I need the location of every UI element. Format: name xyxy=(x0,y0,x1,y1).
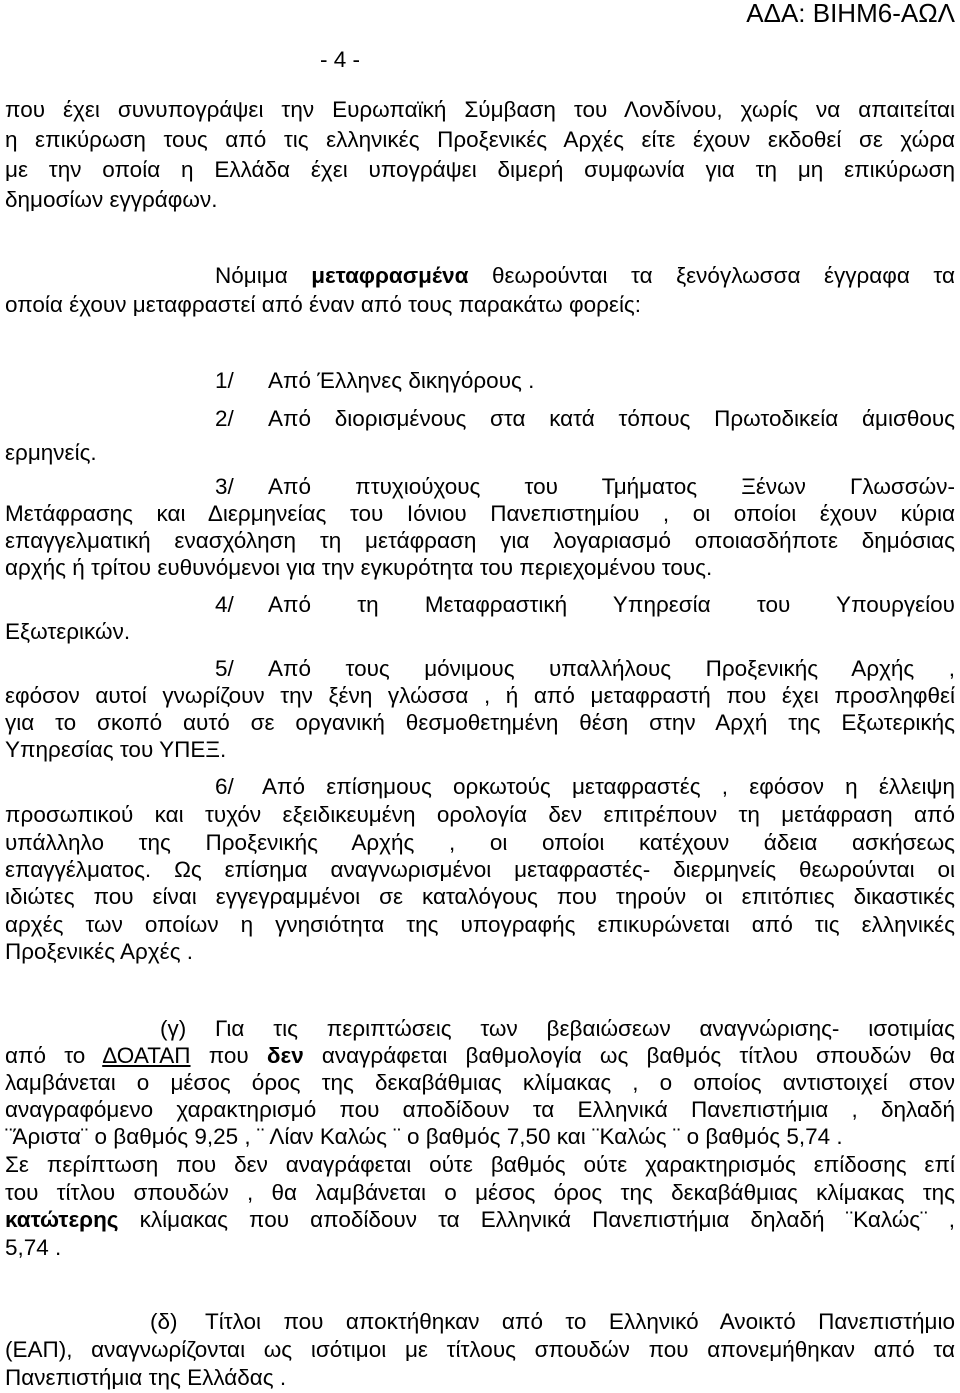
list-line: Από επίσημους ορκωτούς μεταφραστές , εφόσον η έλλειψη xyxy=(262,774,955,799)
underlined-term: ΔΟΑΤΑΠ xyxy=(102,1043,191,1068)
section-line: αναγραφόμενο χαρακτηρισμό που αποδίδουν τα Ελληνικά Πανεπιστήμια , δηλαδή xyxy=(5,1097,955,1122)
list-line: επαγγελματική ενασχόληση τη μετάφραση για λογαριασμό οποιασδήποτε δημόσιας xyxy=(5,528,955,553)
list-line: Από τη Μεταφραστική Υπηρεσία του Υπουργείου xyxy=(268,592,955,617)
list-line: Από Έλληνες δικηγόρους . xyxy=(268,368,535,393)
list-line: Εξωτερικών. xyxy=(5,619,131,644)
list-marker: 1/ xyxy=(215,368,234,393)
section-line: του τίτλου σπουδών , θα λαμβάνεται ο μέσος όρος της δεκαβάθμιας κλίμακας της xyxy=(5,1180,955,1205)
section-line: (ΕΑΠ), αναγνωρίζονται ως ισότιμοι με τίτλους σπουδών που απονεμήθηκαν από τα xyxy=(5,1337,955,1362)
list-marker: 5/ xyxy=(215,656,234,681)
list-line: Προξενικές Αρχές . xyxy=(5,939,194,964)
text-segment: Νόμιμα xyxy=(215,263,288,288)
list-line: προσωπικού και τυχόν εξειδικευμένη ορολογία δεν επιτρέπουν τη μετάφραση από xyxy=(5,802,955,827)
list-marker: 2/ xyxy=(215,406,234,431)
list-line: Από τους μόνιμους υπαλλήλους Προξενικής Αρχής , xyxy=(268,656,955,681)
list-marker: 6/ xyxy=(215,774,234,799)
section-line: Για τις περιπτώσεις των βεβαιώσεων αναγνώρισης- ισοτιμίας xyxy=(215,1016,955,1041)
list-line: για το σκοπό αυτό σε οργανική θεσμοθετημένη θέση στην Αρχή της Εξωτερικής xyxy=(5,710,955,735)
list-marker: 3/ xyxy=(215,474,234,499)
section-marker: (δ) xyxy=(150,1309,178,1334)
section-line: 5,74 . xyxy=(5,1235,62,1260)
paragraph-line: η επικύρωση τους από τις ελληνικές Προξενικές Αρχές είτε έχουν εκδοθεί σε χώρα xyxy=(5,127,955,152)
list-line: επαγγέλματος. Ως επίσημα αναγνωρισμένοι μεταφραστές- διερμηνείς θεωρούνται οι xyxy=(5,857,955,882)
section-line xyxy=(5,1207,955,1233)
section-line: Σε περίπτωση που δεν αναγράφεται ούτε βαθμός ούτε χαρακτηρισμός επίδοσης επί xyxy=(5,1152,955,1177)
list-line: εφόσον αυτοί γνωρίζουν την ξένη γλώσσα , ή από μεταφραστή που έχει προσληφθεί xyxy=(5,683,955,708)
bold-term: κατώτερης xyxy=(5,1207,119,1232)
list-line: αρχές των οποίων η γνησιότητα της υπογραφής επικυρώνεται από τις ελληνικές xyxy=(5,912,955,937)
page-number: - 4 - xyxy=(320,47,361,72)
text-segment: αναγράφεται βαθμολογία ως βαθμός τίτλου σπουδών θα xyxy=(321,1043,955,1068)
section-line: λαμβάνεται ο μέσος όρος της δεκαβάθμιας κλίμακας , ο οποίος αντιστοιχεί στον xyxy=(5,1070,955,1095)
section-line: Τίτλοι που αποκτήθηκαν από το Ελληνικό Ανοικτό Πανεπιστήμιο xyxy=(205,1309,955,1334)
list-line: αρχής ή τρίτου ευθυνόμενοι για την εγκυρότητα του περιεχομένου τους. xyxy=(5,555,713,580)
paragraph-line: με την οποία η Ελλάδα έχει υπογράψει διμερή συμφωνία για τη μη επικύρωση xyxy=(5,157,955,182)
text-segment: από το xyxy=(5,1043,86,1068)
list-line: υπάλληλο της Προξενικής Αρχής , οι οποίοι κατέχουν άδεια ασκήσεως xyxy=(5,830,955,855)
section-line xyxy=(5,1043,955,1069)
list-line: Υπηρεσίας του ΥΠΕΞ. xyxy=(5,737,227,762)
list-marker: 4/ xyxy=(215,592,234,617)
paragraph-line xyxy=(215,263,955,289)
bold-term: μεταφρασμένα xyxy=(311,263,469,288)
ada-code: ΑΔΑ: ΒΙΗΜ6-ΑΩΛ xyxy=(746,0,955,28)
list-line: ερμηνείς. xyxy=(5,440,97,465)
section-line: Πανεπιστήμια της Ελλάδας . xyxy=(5,1365,287,1390)
text-segment: κλίμακας που αποδίδουν τα Ελληνικά Πανεπιστήμια δηλαδή ¨Καλώς¨ , xyxy=(139,1207,955,1232)
section-marker: (γ) xyxy=(160,1016,187,1041)
text-segment: που xyxy=(208,1043,249,1068)
list-line: Από διορισμένους στα κατά τόπους Πρωτοδικεία άμισθους xyxy=(268,406,955,431)
bold-term: δεν xyxy=(266,1043,304,1068)
list-line: ιδιώτες που είναι εγγεγραμμένοι σε καταλόγους που τηρούν οι επιτόπιες δικαστικές xyxy=(5,884,955,909)
paragraph-line: δημοσίων εγγράφων. xyxy=(5,187,218,212)
section-line: ¨Άριστα¨ ο βαθμός 9,25 , ¨ Λίαν Καλώς ¨ ο βαθμός 7,50 και ¨Καλώς ¨ ο βαθμός 5,74 . xyxy=(5,1124,843,1149)
list-line: Μετάφρασης και Διερμηνείας του Ιόνιου Πανεπιστημίου , οι οποίοι έχουν κύρια xyxy=(5,501,955,526)
paragraph-line: οποία έχουν μεταφραστεί από έναν από τους παρακάτω φορείς: xyxy=(5,292,642,317)
text-segment: θεωρούνται τα ξενόγλωσσα έγγραφα τα xyxy=(491,263,955,288)
paragraph-line: που έχει συνυπογράψει την Ευρωπαϊκή Σύμβαση του Λονδίνου, χωρίς να απαιτείται xyxy=(5,97,955,122)
list-line: Από πτυχιούχους του Τμήματος Ξένων Γλωσσών- xyxy=(268,474,955,499)
